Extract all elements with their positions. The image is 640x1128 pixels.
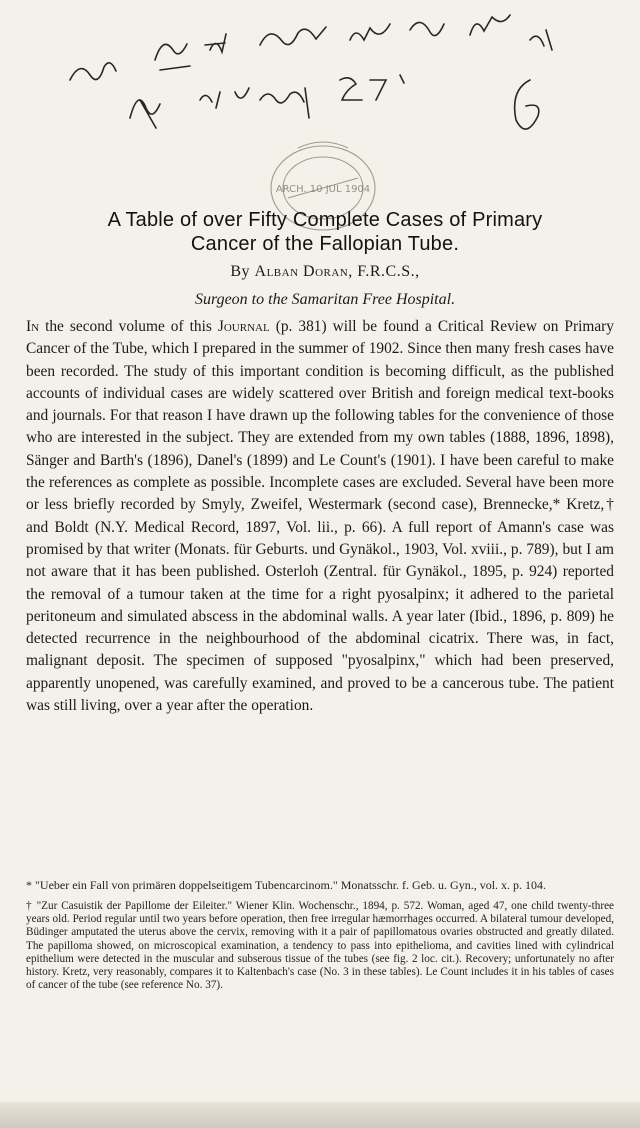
title-line-1: A Table of over Fifty Complete Cases of Primary — [107, 209, 543, 231]
author-prefix: By — [230, 263, 251, 280]
paragraph-text: (p. 381) will be found a Critical Review on Primary Cancer of the Tube, which I prepared in the summer of 1902. Since then many fresh cases have been recorded. The study of this important condition is becoming difficult, as the published accounts of individual cases are widely scattered over British and foreign medical text-books and journals. For that reason I have drawn up the following tables for the convenience of those who are interested in the subject. They are extended from my own tables (1888, 1896, 1898), Sänger and Barth's (1896), Danel's (1899) and Le Count's (1901). I have been careful to make the references as complete as possible. Incomplete cases are excluded. Several have been more or less briefly recorded by Smyly, Zweifel, Westermark (second case), Brennecke,* Kretz,† and Boldt (N.Y. Medical Record, 1897, Vol. lii., p. 66). A full report of Amann's case was promised by that writer (Monats. für Geburts. und Gynäkol., 1903, Vol. xviii., p. 789), but I am not aware that it has been published. Osterloh (Zentral. für Gynäkol., 1895, p. 924) reported the removal of a tumour taken at the time for a right pyosalpinx; it adhered to the parietal peritoneum and simulated abscess in the abdominal walls. A year later (Ibid., 1896, p. 809) he detected recurrence in the neighbourhood of the abdominal cicatrix. There was, in fact, malignant deposit. The specimen of supposed "pyosalpinx," which had been preserved, apparently unopened, was carefully examined, and proved to be a cancerous tube. The patient was still living, over a year after the operation. — [26, 318, 614, 715]
author-affiliation: Surgeon to the Samaritan Free Hospital. — [194, 291, 456, 308]
author-credentials: F.R.C.S., — [357, 263, 420, 280]
paragraph-opening-word: In — [26, 318, 40, 335]
page-bottom-edge — [0, 1102, 640, 1128]
article-title — [40, 208, 610, 256]
paragraph-text-start: the second volume of this — [39, 318, 218, 335]
journal-word: Journal — [217, 318, 270, 335]
footnote-brennecke: * "Ueber ein Fall von primären doppelseitigem Tubencarcinom." Monatsschr. f. Geb. u. Gyn., vol. x. p. 104. — [26, 878, 547, 892]
article-body — [26, 316, 614, 717]
footnote-kretz: † "Zur Casuistik der Papillome der Eileiter." Wiener Klin. Wochenschr., 1894, p. 572. Woman, aged 47, one child twenty-three years old. Period regular until two years before operation, then free irregular hæmorrhages occurred. A bilateral tumour developed, Büdinger amputated the uterus above the cervix, removing with it a pair of papillomatous ovaries obstructed and greatly dilated. The papilloma showed, on microscopical examination, a tendency to pass into epithelioma, and cavities lined with cylindrical epithelium were detected in the muscular and subserous tissue of the tubes (see fig. 2 loc. cit.). Recovery; unfortunately no after history. Kretz, very reasonably, compares it to Kaltenbach's case (No. 3 in these tables). Le Count includes it in his tables of cases of cancer of the tube (see reference No. 37). — [26, 900, 614, 992]
body-paragraph — [26, 316, 614, 717]
svg-text:ARCH. 10 JUL 1904: ARCH. 10 JUL 1904 — [275, 184, 371, 195]
title-line-2: Cancer of the Fallopian Tube. — [190, 233, 460, 255]
author-line — [40, 262, 610, 282]
footnotes — [26, 878, 614, 1000]
author-name: Alban Doran, — [254, 263, 353, 280]
